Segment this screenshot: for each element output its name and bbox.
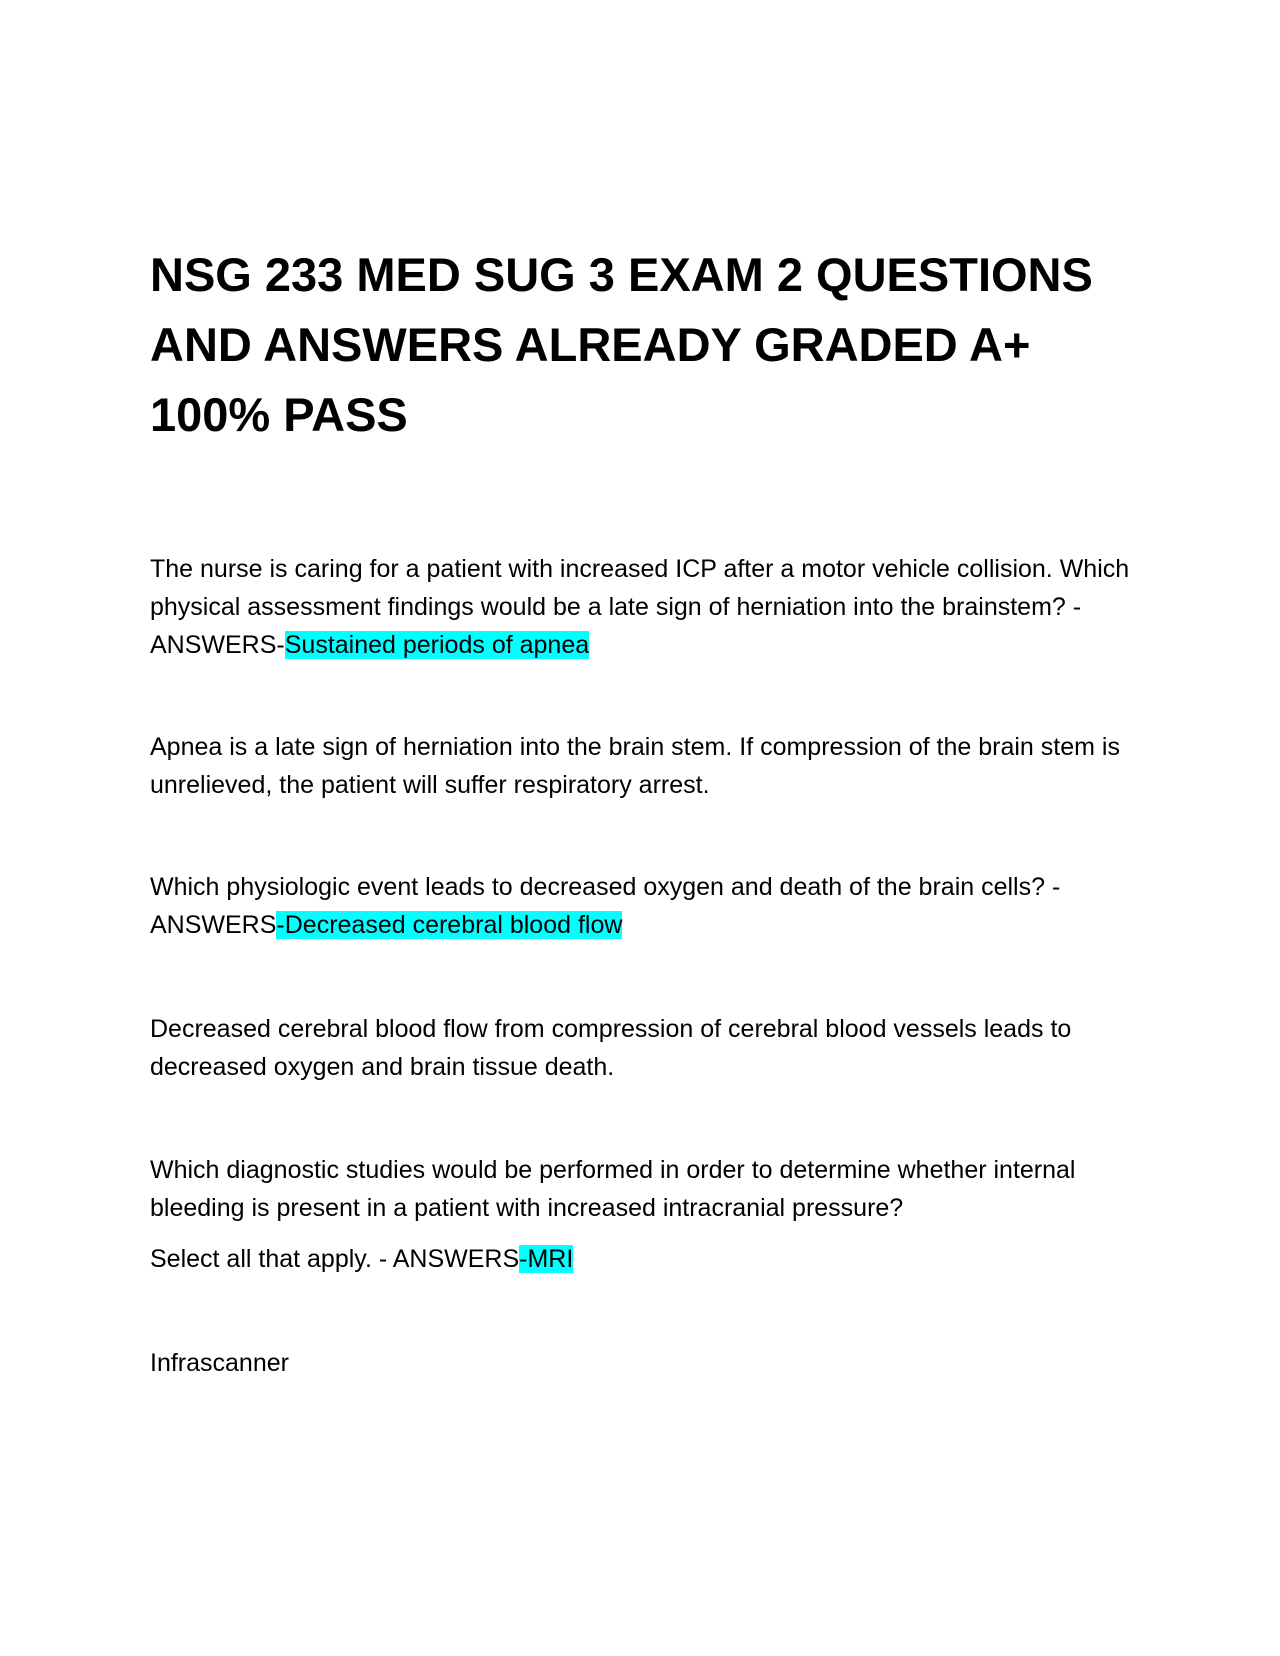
question-1 [150,550,1160,664]
question-2-text: Which physiologic event leads to decreased oxygen and death of the brain cells? - ANSWERS [150,873,1061,939]
document-title: NSG 233 MED SUG 3 EXAM 2 QUESTIONS AND ANSWERS ALREADY GRADED A+ 100% PASS [150,248,1093,441]
question-3-select-text: Select all that apply. - ANSWERS [150,1245,520,1273]
answer-2-highlight: -Decreased cerebral blood flow [276,911,623,939]
question-1-text: The nurse is caring for a patient with increased ICP after a motor vehicle collision. Which physical assessment findings would be a late sign of herniation into the brainstem? - ANSWERS- [150,555,1130,659]
answer-3-highlight: -MRI [519,1245,574,1273]
question-2 [150,868,1160,944]
question-3-select [150,1240,1160,1278]
answer-3-extra: Infrascanner [150,1349,289,1377]
rationale-2: Decreased cerebral blood flow from compression of cerebral blood vessels leads to decreased oxygen and brain tissue death. [150,1015,1072,1081]
rationale-1: Apnea is a late sign of herniation into the brain stem. If compression of the brain stem is unrelieved, the patient will suffer respiratory arrest. [150,733,1120,799]
question-3: Which diagnostic studies would be performed in order to determine whether internal bleeding is present in a patient with increased intracranial pressure? [150,1156,1076,1222]
answer-1-highlight: Sustained periods of apnea [284,631,590,659]
